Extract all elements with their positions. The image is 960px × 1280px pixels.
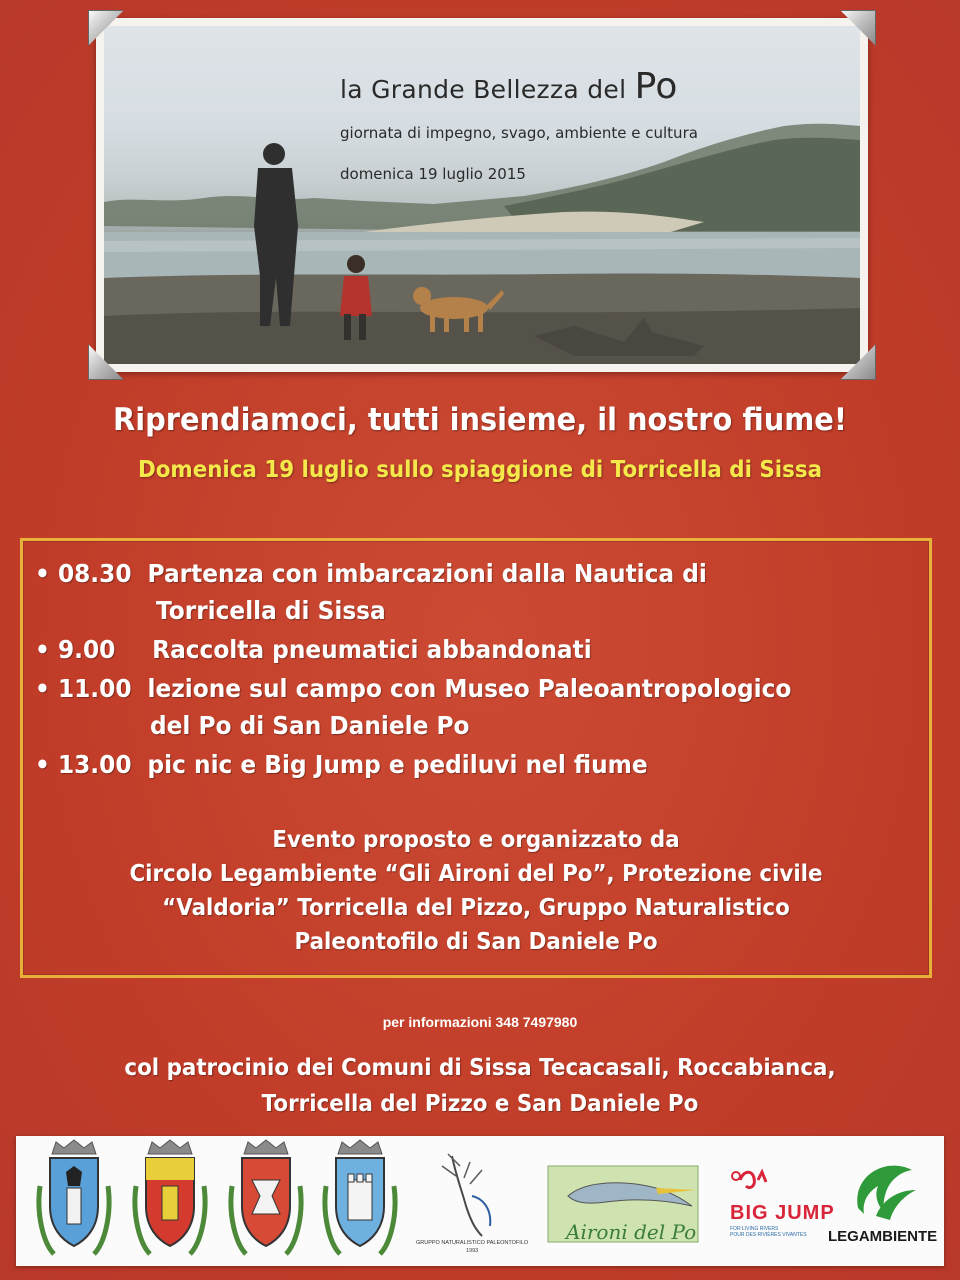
- coat-of-arms-san-daniele-icon: [320, 1136, 400, 1266]
- event-title-highlight: Po: [634, 66, 678, 107]
- organizers-line: “Valdoria” Torricella del Pizzo, Gruppo Naturalistico: [162, 895, 790, 921]
- patronage-block: [34, 1050, 927, 1122]
- header-photo-frame: [96, 18, 868, 372]
- aironi-text: Aironi del Po: [566, 1220, 697, 1244]
- event-title-prefix: la Grande Bellezza del: [340, 75, 635, 104]
- legambiente-text: LEGAMBIENTE: [828, 1228, 938, 1245]
- gruppo-naturalistico-logo: [412, 1136, 532, 1266]
- schedule-text: lezione sul campo con Museo Paleoantropologico: [147, 674, 792, 703]
- coat-of-arms-roccabianca-icon: [130, 1136, 210, 1266]
- gruppo-year: 1993: [466, 1248, 479, 1254]
- schedule-time: • 9.00: [35, 635, 116, 664]
- schedule-text: pic nic e Big Jump e pediluvi nel fiume: [147, 750, 648, 779]
- sponsor-logos: [16, 1136, 944, 1266]
- subheadline: Domenica 19 luglio sullo spiaggione di Torricella di Sissa: [137, 457, 823, 483]
- event-subtitle: giornata di impegno, svago, ambiente e cultura: [340, 124, 698, 142]
- headline: Riprendiamoci, tutti insieme, il nostro fiume!: [113, 402, 847, 438]
- schedule-text: Raccolta pneumatici abbandonati: [152, 635, 592, 664]
- coat-of-arms-sissa-icon: [34, 1136, 114, 1266]
- big-jump-logo: [722, 1136, 835, 1266]
- schedule-item: [35, 559, 707, 588]
- schedule-item: [35, 750, 648, 779]
- schedule-item: [35, 674, 791, 703]
- legambiente-logo: [824, 1136, 940, 1266]
- river-photo: [104, 26, 860, 364]
- organizers-line: Circolo Legambiente “Gli Aironi del Po”, Protezione civile: [129, 861, 823, 887]
- organizers-line: Paleontofilo di San Daniele Po: [294, 929, 658, 955]
- schedule-text: Partenza con imbarcazioni dalla Nautica di: [147, 559, 707, 588]
- aironi-del-po-logo: [546, 1136, 706, 1266]
- patronage-line: Torricella del Pizzo e San Daniele Po: [261, 1091, 699, 1117]
- organizers-intro: Evento proposto e organizzato da: [272, 827, 680, 853]
- schedule-time: • 13.00: [35, 750, 132, 779]
- gruppo-caption: GRUPPO NATURALISTICO PALEONTOFILO: [416, 1240, 529, 1246]
- big-jump-tagline: FOR LIVING RIVERS POUR DES RIVIÈRES VIVANTES: [730, 1226, 807, 1238]
- contact-info: per informazioni 348 7497980: [382, 1014, 578, 1030]
- schedule-time: • 11.00: [35, 674, 132, 703]
- program-box: [20, 538, 932, 978]
- patronage-line: col patrocinio dei Comuni di Sissa Tecacasali, Roccabianca,: [124, 1055, 836, 1081]
- event-date: domenica 19 luglio 2015: [340, 165, 526, 183]
- schedule-item: [35, 635, 592, 664]
- schedule-continuation: Torricella di Sissa: [156, 596, 386, 625]
- big-jump-text: BIG JUMP: [730, 1202, 835, 1224]
- schedule-continuation: del Po di San Daniele Po: [150, 711, 470, 740]
- organizers-block: [55, 823, 898, 959]
- coat-of-arms-torricella-icon: [226, 1136, 306, 1266]
- schedule-time: • 08.30: [35, 559, 132, 588]
- event-title: [340, 66, 678, 107]
